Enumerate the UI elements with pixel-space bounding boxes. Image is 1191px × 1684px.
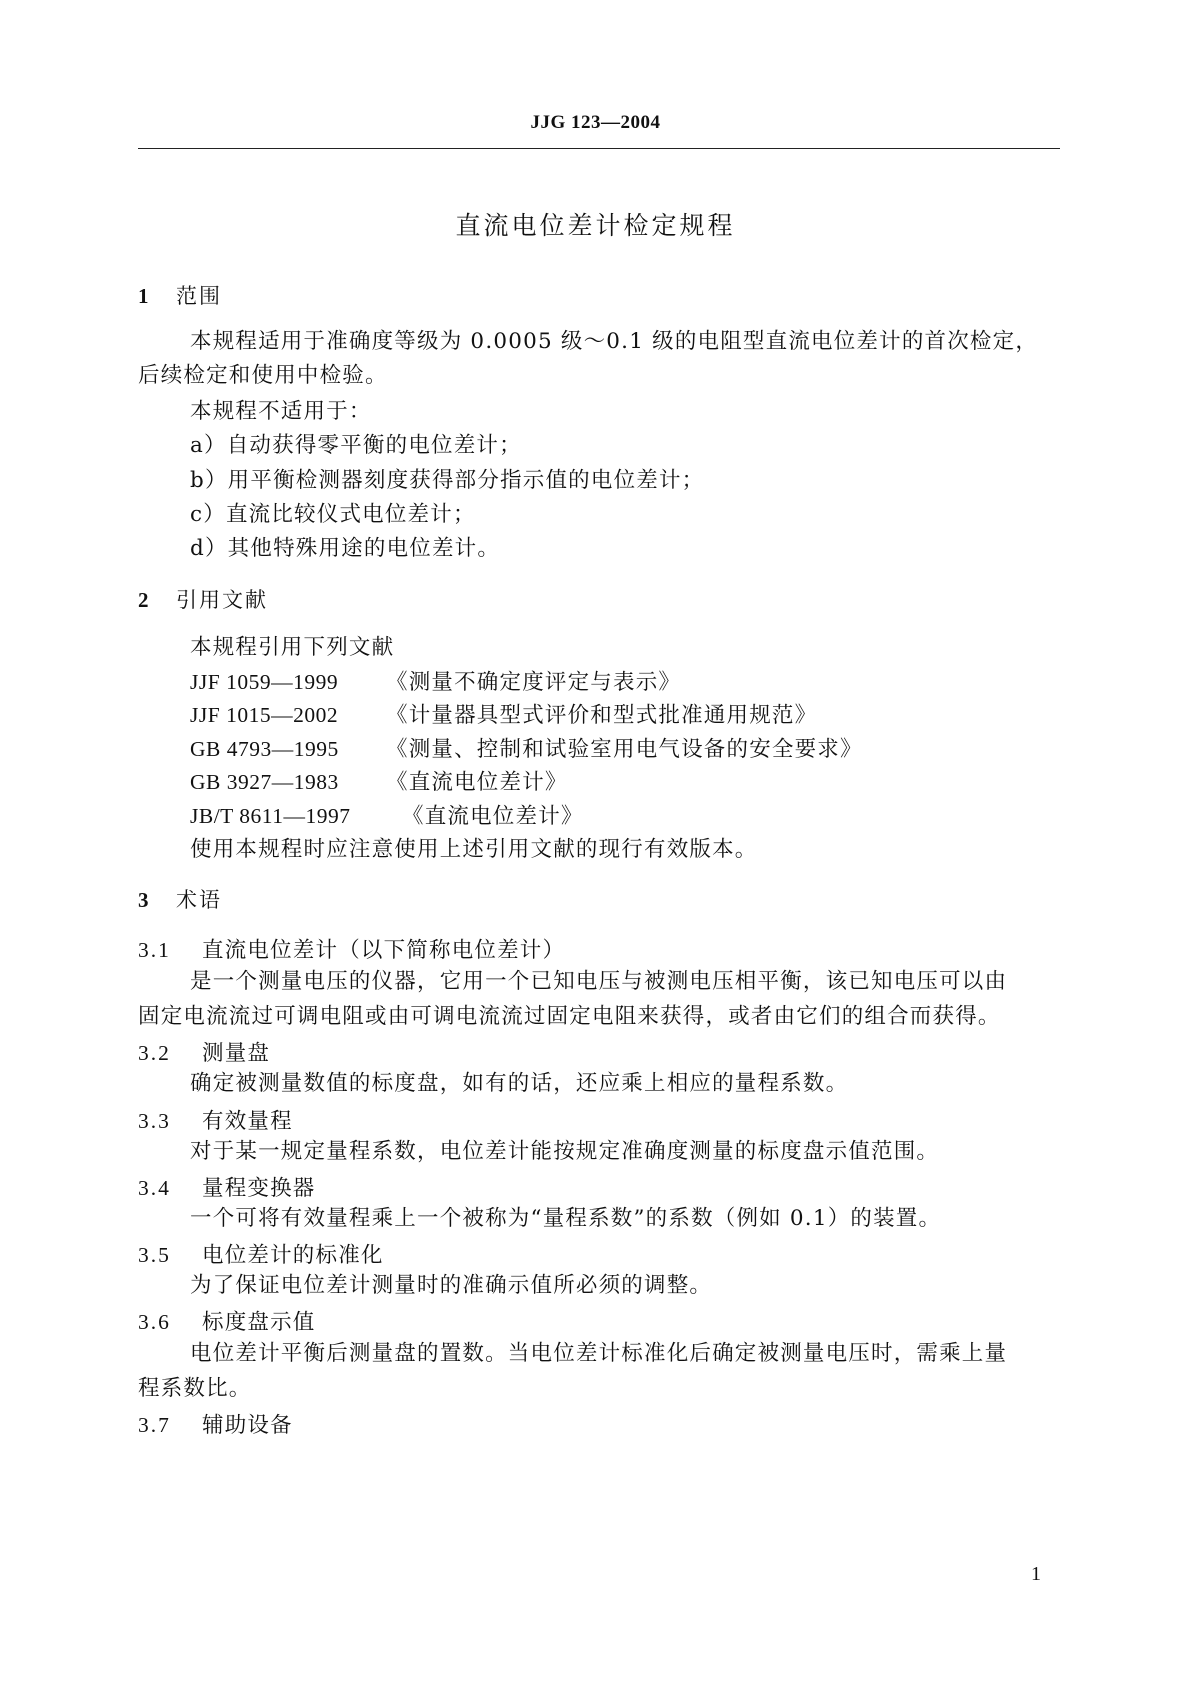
term-definition-line: 固定电流流过可调电阻或由可调电流流过固定电阻来获得，或者由它们的组合而获得。	[138, 1004, 1001, 1029]
term-number: 3.1	[138, 938, 171, 962]
term-heading	[138, 1036, 270, 1067]
reference-code: JB/T 8611—1997	[190, 804, 351, 828]
term-name: 辅助设备	[202, 1413, 293, 1438]
reference-row	[190, 668, 681, 697]
section-title: 引用文献	[176, 588, 268, 612]
section-3-heading	[138, 884, 222, 914]
reference-row	[190, 768, 568, 797]
term-heading	[138, 1104, 293, 1135]
term-definition-line: 对于某一规定量程系数，电位差计能按规定准确度测量的标度盘示值范围。	[190, 1139, 940, 1164]
document-title: 直流电位差计检定规程	[455, 211, 736, 240]
list-item: c）直流比较仪式电位差计；	[190, 502, 476, 527]
term-heading	[138, 1305, 316, 1336]
section-title: 术语	[176, 888, 222, 912]
reference-code: GB 3927—1983	[190, 770, 339, 794]
paragraph-line: 后续检定和使用中检验。	[138, 363, 388, 388]
term-name: 直流电位差计（以下简称电位差计）	[202, 938, 566, 963]
term-number: 3.7	[138, 1413, 171, 1437]
section-title: 范围	[176, 284, 222, 308]
term-name: 电位差计的标准化	[202, 1243, 384, 1268]
reference-code: JJF 1015—2002	[190, 703, 339, 727]
term-number: 3.3	[138, 1109, 171, 1133]
term-heading	[138, 1238, 384, 1269]
section-1-heading	[138, 280, 222, 310]
section-number: 3	[138, 888, 151, 912]
running-head: JJG 123—2004	[530, 112, 661, 133]
header-rule	[138, 148, 1060, 149]
term-name: 量程变换器	[202, 1176, 316, 1201]
list-item: a）自动获得零平衡的电位差计；	[190, 433, 522, 458]
term-number: 3.2	[138, 1041, 171, 1065]
paragraph-line: 本规程适用于准确度等级为 0.0005 级～0.1 级的电阻型直流电位差计的首次检定，	[190, 329, 1039, 354]
term-definition-line: 一个可将有效量程乘上一个被称为“量程系数”的系数（例如 0.1）的装置。	[190, 1206, 942, 1231]
reference-title: 《测量不确定度评定与表示》	[386, 670, 682, 695]
term-definition-line: 为了保证电位差计测量时的准确示值所必须的调整。	[190, 1273, 713, 1298]
reference-row	[190, 735, 863, 764]
reference-title: 《测量、控制和试验室用电气设备的安全要求》	[386, 737, 863, 762]
term-definition-line: 是一个测量电压的仪器，它用一个已知电压与被测电压相平衡，该已知电压可以由	[190, 969, 1008, 994]
term-definition-line: 电位差计平衡后测量盘的置数。当电位差计标准化后确定被测量电压时，需乘上量	[190, 1341, 1008, 1366]
reference-code: JJF 1059—1999	[190, 670, 339, 694]
reference-code: GB 4793—1995	[190, 737, 339, 761]
term-number: 3.4	[138, 1176, 171, 1200]
reference-row	[190, 802, 584, 831]
reference-title: 《直流电位差计》	[386, 770, 568, 795]
term-heading	[138, 1408, 293, 1439]
page-number: 1	[1031, 1563, 1041, 1585]
term-number: 3.5	[138, 1243, 171, 1267]
term-name: 有效量程	[202, 1109, 293, 1134]
paragraph-line: 使用本规程时应注意使用上述引用文献的现行有效版本。	[190, 837, 758, 862]
term-definition-line: 确定被测量数值的标度盘，如有的话，还应乘上相应的量程系数。	[190, 1071, 849, 1096]
term-name: 测量盘	[202, 1041, 271, 1066]
section-2-heading	[138, 584, 268, 614]
term-heading	[138, 1171, 316, 1202]
list-item: b）用平衡检测器刻度获得部分指示值的电位差计；	[190, 468, 705, 493]
reference-row	[190, 701, 817, 730]
term-definition-line: 程系数比。	[138, 1376, 252, 1401]
section-number: 1	[138, 284, 151, 308]
section-number: 2	[138, 588, 151, 612]
paragraph-line: 本规程不适用于：	[190, 399, 372, 424]
paragraph-line: 本规程引用下列文献	[190, 635, 395, 660]
term-number: 3.6	[138, 1310, 171, 1334]
reference-title: 《直流电位差计》	[402, 804, 584, 829]
term-heading	[138, 933, 565, 964]
reference-title: 《计量器具型式评价和型式批准通用规范》	[386, 703, 818, 728]
term-name: 标度盘示值	[202, 1310, 316, 1335]
list-item: d）其他特殊用途的电位差计。	[190, 536, 501, 561]
